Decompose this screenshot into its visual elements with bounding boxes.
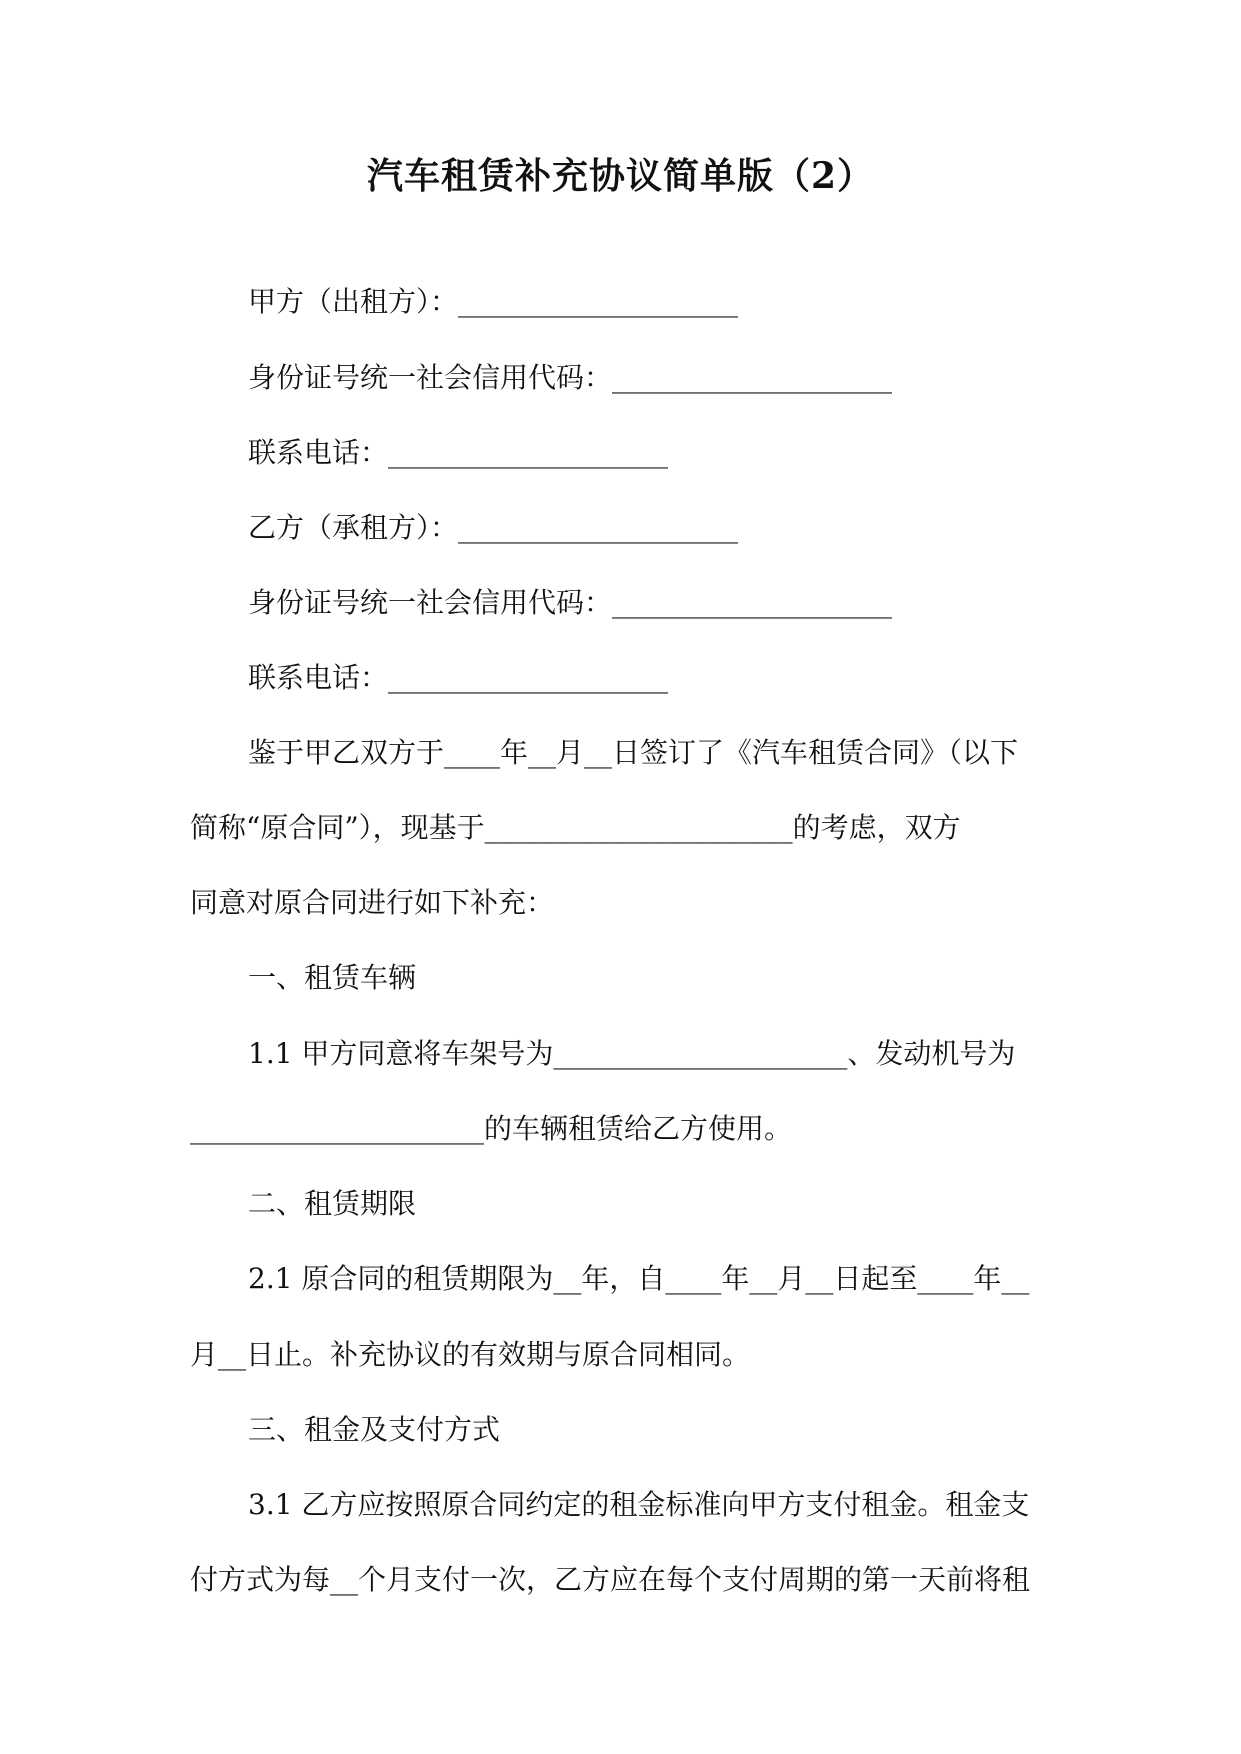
- party-a-id-line: 身份证号统一社会信用代码：____________________: [248, 361, 893, 394]
- preamble-line-3: 同意对原合同进行如下补充：: [190, 886, 555, 919]
- clause-1-1-line-1: 1.1 甲方同意将车架号为_____________________、发动机号为: [248, 1037, 1016, 1070]
- party-b-id-line: 身份证号统一社会信用代码：____________________: [248, 586, 893, 619]
- preamble-line-2: 简称“原合同”），现基于______________________的考虑，双方: [190, 811, 961, 844]
- clause-2-1-line-1: 2.1 原合同的租赁期限为__年，自____年__月__日起至____年__: [248, 1262, 1030, 1295]
- document-title: 汽车租赁补充协议简单版（2）: [366, 155, 875, 197]
- party-a-phone-line: 联系电话：____________________: [248, 436, 669, 469]
- clause-3-1-line-2: 付方式为每__个月支付一次，乙方应在每个支付周期的第一天前将租: [190, 1563, 1031, 1596]
- party-b-phone-line: 联系电话：____________________: [248, 661, 669, 694]
- party-b-name-line: 乙方（承租方）：____________________: [248, 511, 739, 544]
- section-1-heading: 一、租赁车辆: [248, 961, 417, 994]
- clause-1-1-line-2: _____________________的车辆租赁给乙方使用。: [190, 1112, 793, 1145]
- section-2-heading: 二、租赁期限: [248, 1187, 417, 1220]
- clause-3-1-line-1: 3.1 乙方应按照原合同约定的租金标准向甲方支付租金。租金支: [248, 1488, 1030, 1521]
- section-3-heading: 三、租金及支付方式: [248, 1413, 501, 1446]
- clause-2-1-line-2: 月__日止。补充协议的有效期与原合同相同。: [190, 1338, 751, 1371]
- party-a-name-line: 甲方（出租方）：____________________: [248, 285, 739, 318]
- preamble-line-1: 鉴于甲乙双方于____年__月__日签订了《汽车租赁合同》（以下: [248, 736, 1019, 769]
